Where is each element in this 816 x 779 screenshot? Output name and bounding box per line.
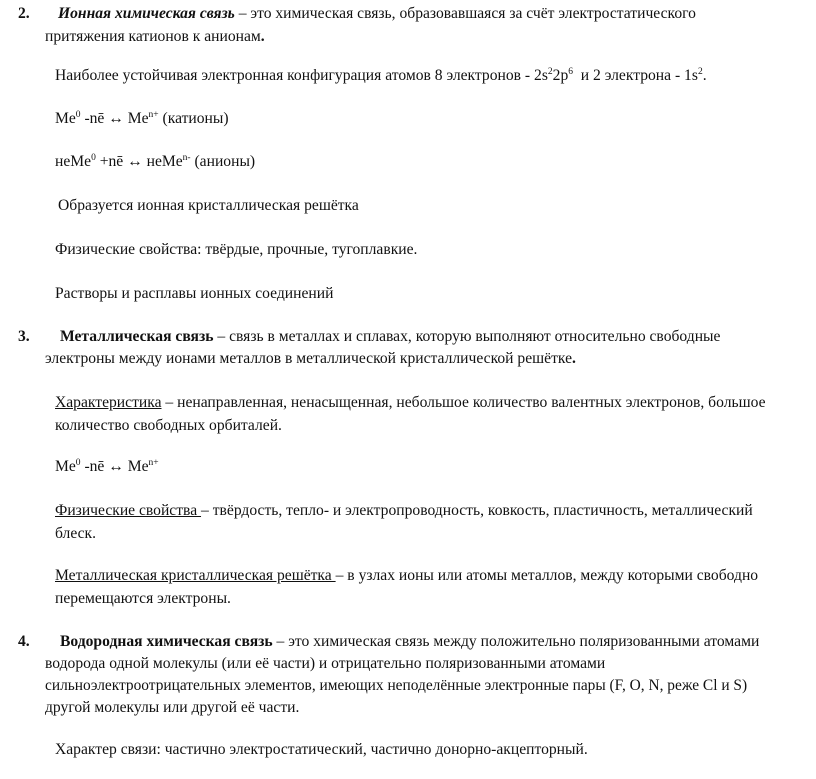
- section-2-cation-formula: [55, 111, 229, 127]
- section-3-number: 3.: [18, 328, 30, 345]
- section-2-solutions: Растворы и расплавы ионных соединений: [55, 285, 334, 302]
- section-3-physical-line-2: блеск.: [55, 525, 97, 542]
- section-3-lattice-text: – в узлах ионы или атомы металлов, между которыми свободно: [335, 567, 759, 584]
- metal-formula-sup-n: n+: [148, 458, 159, 468]
- anion-formula-sup-0: 0: [91, 153, 96, 163]
- section-3-period: .: [572, 350, 576, 367]
- anion-formula-label: (анионы): [190, 153, 256, 170]
- section-3-characteristic-text: – ненаправленная, ненасыщенная, небольшое количество валентных электронов, большое: [161, 394, 766, 411]
- cation-formula-arrow: -nē ↔ Me: [80, 110, 149, 127]
- config-main-text: Наиболее устойчивая электронная конфигурация атомов 8 электронов - 2s: [55, 67, 548, 84]
- section-2-physical-properties: Физические свойства: твёрдые, прочные, тугоплавкие.: [55, 241, 418, 258]
- section-2-title: Ионная химическая связь: [58, 5, 235, 22]
- section-3-definition-end: электроны между ионами металлов в металлической кристаллической решётке: [45, 350, 572, 367]
- section-2-definition-start: – это химическая связь, образовавшаяся за счёт электростатического: [234, 5, 696, 22]
- anion-formula-sup-n: n-: [182, 153, 191, 163]
- config-tail-text: и 2 электрона - 1s: [572, 67, 698, 84]
- config-sup-2: 6: [568, 67, 573, 77]
- section-4-number: 4.: [18, 633, 30, 650]
- section-4-definition-1: – это химическая связь между положительно поляризованными атомами: [272, 633, 760, 650]
- section-4-bond-character: Характер связи: частично электростатический, частично донорно-акцепторный.: [55, 741, 588, 758]
- cation-formula-sup-0: 0: [75, 110, 81, 120]
- section-2-ionic-lattice: Образуется ионная кристаллическая решётка: [58, 197, 359, 214]
- metal-formula-arrow: -nē ↔ Me: [80, 458, 149, 475]
- section-3-title: Металлическая связь: [60, 328, 214, 345]
- section-3-physical-text: – твёрдость, тепло- и электропроводность, ковкость, пластичность, металлический: [201, 502, 753, 519]
- section-2-number: 2.: [18, 5, 30, 22]
- section-3-definition-start: – связь в металлах и сплавах, которую выполняют относительно свободные: [213, 328, 721, 345]
- section-3-lattice-label: Металлическая кристаллическая решётка: [55, 567, 336, 584]
- cation-formula-sup-n: n+: [148, 110, 159, 120]
- section-2-period: .: [260, 28, 265, 45]
- section-3-physical-label: Физические свойства: [55, 502, 202, 519]
- anion-formula-arrow: +nē ↔ неMe: [95, 153, 183, 170]
- config-sup-3: 2: [697, 67, 703, 77]
- section-4-definition-line-3: сильноэлектроотрицательных элементов, имеющих неподелённые электронные пары (F, O, N, реже Cl и S): [45, 677, 748, 694]
- config-mid-text: 2p: [552, 67, 569, 84]
- section-2-definition-line-1: [58, 6, 696, 22]
- section-3-metal-formula: [55, 459, 159, 475]
- section-3-characteristic-label: Характеристика: [55, 394, 162, 411]
- section-4-definition-line-2: водорода одной молекулы (или её части) и отрицательно поляризованными атомами: [45, 655, 606, 672]
- section-2-electron-config: [55, 68, 707, 84]
- section-4-definition-line-4: другой молекулы или другой её части.: [45, 699, 300, 716]
- section-4-definition-line-1: [60, 634, 759, 650]
- section-2-anion-formula: [55, 154, 255, 170]
- section-3-definition-line-2: [45, 351, 576, 367]
- section-4-title: Водородная химическая связь: [60, 633, 273, 650]
- metal-formula-me: Me: [55, 458, 76, 475]
- section-3-lattice-line-2: перемещаются электроны.: [55, 590, 231, 607]
- section-3-definition-line-1: [60, 329, 720, 345]
- section-3-characteristic-line-1: [55, 395, 766, 411]
- metal-formula-sup-0: 0: [75, 458, 81, 468]
- section-2-definition-line-2: [45, 29, 265, 45]
- config-sup-1: 2: [547, 67, 553, 77]
- cation-formula-me: Me: [55, 110, 76, 127]
- section-3-characteristic-line-2: количество свободных орбиталей.: [55, 417, 282, 434]
- section-2-definition-end: притяжения катионов к анионам: [45, 28, 261, 45]
- cation-formula-label: (катионы): [158, 110, 229, 127]
- anion-formula-neme: неMe: [55, 153, 92, 170]
- config-end: .: [702, 67, 707, 84]
- section-3-physical-line-1: [55, 503, 753, 519]
- section-3-lattice-line-1: [55, 568, 758, 584]
